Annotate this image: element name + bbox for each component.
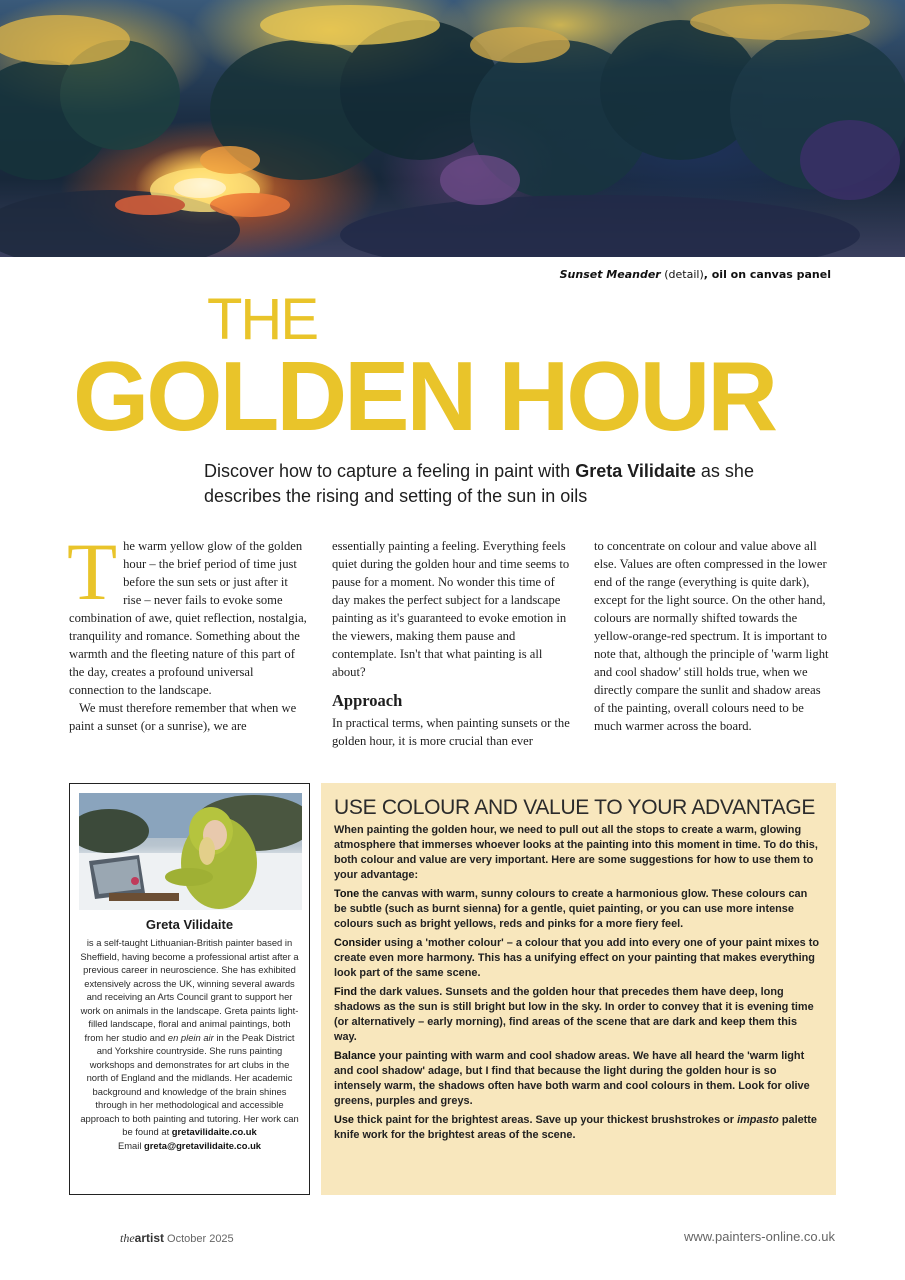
title-line-2: GOLDEN HOUR [73,341,775,451]
col1-paragraph-1: he warm yellow glow of the golden hour – the brief period of time just before the sun sets or just after it rise – never fails to evoke some combination of awe, quiet reflection, nostalgia, tranquility and romance. Something about the warmth and the fleeting nature of this part of the day, creates a profound universal connection to the landscape. [69,539,307,697]
bio-text-2: in the Peak District and Yorkshire countryside. She runs painting workshops and demonstrates for art clubs in the north of England and the midlands. Her academic background and knowledge of the brain shines through in her methodological and accessible approach to both painting and tutoring. Her work can be found at [80,1031,299,1137]
bio-name: Greta Vilidaite [145,917,234,932]
tip-text: your painting with warm and cool shadow areas. We have all heard the 'warm light and cool shadow' adage, but I find that because the light during the golden hour is so intensely warm, the shadows often have both warm and cool colours in them. Look for olive greens, purples and greys. [334,1050,810,1107]
footer-issue [120,1231,234,1246]
tip-item [334,936,822,981]
bio-email-label: Email [117,1139,145,1151]
caption-medium: , oil on canvas panel [703,268,831,281]
drop-cap: T [67,526,118,617]
bio-website-link[interactable]: gretavilidaite.co.uk [171,1126,257,1137]
brand-the: the [120,1231,135,1245]
col2-paragraph-1: essentially painting a feeling. Everything feels quiet during the golden hour and time seems to pause for a moment. No wonder this time of day makes the perfect subject for a landscape painting as it's guaranteed to evoke emotion in the viewers, making them pause and contemplate. Isn't that what painting is all about? [332,539,570,679]
tip-key: Find [334,986,357,998]
tip-item [334,1113,822,1143]
brand-artist: artist [134,1231,165,1245]
tip-italic: impasto [737,1114,779,1126]
article-column-1 [67,526,309,735]
tips-heading: USE COLOUR AND VALUE TO YOUR ADVANTAGE [334,796,816,819]
deck-before: Discover how to capture a feeling in paint with [204,461,576,481]
tip-key: Consider [334,937,382,949]
subheading-approach: Approach [332,691,403,710]
tip-text: thick paint for the brightest areas. Save up your thickest brushstrokes or [353,1114,738,1126]
caption-detail: (detail) [660,268,704,281]
deck-after: as she describes the rising and setting of the sun in oils [204,461,754,506]
deck-artist: Greta Vilidaite [575,461,696,481]
issue-date: October 2025 [167,1233,234,1245]
caption-title: Sunset Meander [559,268,661,281]
artist-photo [79,793,302,910]
bio-text-1: is a self-taught Lithuanian-British painter based in Sheffield, having become a professional artist after a previous career in neuroscience. She has exhibited extensively across the UK, winning several awards and receiving an Arts Council grant to support her work on animals in the landscape. Greta paints light-filled landscape, floral and animal paintings, both from her studio and [80,937,299,1043]
tip-item [334,985,822,1045]
tips-box [321,783,836,1195]
painting-strokes [0,0,905,257]
tip-key: Use [334,1114,354,1126]
tip-text: the dark values. Sunsets and the golden hour that precedes them have deep, long shadows as the sun is still bright but low in the sky. In order to convey that it is evening time (or alternatively – early morning), find areas of the scene that are dark and keep them this way. [334,986,814,1043]
tips-intro: When painting the golden hour, we need to pull out all the stops to create a warm, glowing atmosphere that immerses whoever looks at the painting into this moment in time. To do this, both colour and value are very important. Here are some suggestions for how to use them to your advantage: [334,824,818,881]
tip-text-2: palette knife work for the brightest areas of the scene. [334,1114,817,1141]
image-caption [560,268,831,281]
tip-key: Balance [334,1050,376,1062]
article-column-2 [332,537,572,750]
bio-text [78,936,301,1152]
tip-item [334,887,822,932]
article-column-3 [594,537,834,735]
tip-item [334,1049,822,1109]
bio-plein-air: en plein air [167,1031,214,1043]
title-line-1: THE [207,287,317,352]
bio-email-link[interactable]: greta@gretavilidaite.co.uk [144,1139,262,1151]
footer-website-link[interactable]: www.painters-online.co.uk [683,1229,835,1244]
artist-photo-drawing [79,793,302,910]
hero-painting [0,0,905,257]
tip-key: Tone [334,888,360,900]
tip-text: using a 'mother colour' – a colour that you add into every one of your paint mixes to create even more harmony. This has a unifying effect on your painting that makes everything look part of the same scene. [334,937,820,979]
col3-paragraph-1: to concentrate on colour and value above all else. Values are often compressed in the lower end of the range (everything is quite dark), except for the light source. On the other hand, colours are normally shifted towards the yellow-orange-red spectrum. It is important to note that, although the principle of 'warm light and cool shadow' still holds true, when we directly compare the sunlit and shadow areas of the painting, overall colours need to be much warmer across the board. [594,539,829,733]
col1-paragraph-2: We must therefore remember that when we paint a sunset (or a sunrise), we are [69,701,297,733]
standfirst [204,459,834,509]
tip-text: the canvas with warm, sunny colours to create a harmonious glow. These colours can be subtle (such as burnt sienna) for a gentle, quiet painting, or you can use more intense colours such as bright yellows, reds and pinks for a more fiery feel. [334,888,808,930]
artist-bio-box [69,783,310,1195]
col2-paragraph-2: In practical terms, when painting sunsets or the golden hour, it is more crucial than ever [332,716,570,748]
